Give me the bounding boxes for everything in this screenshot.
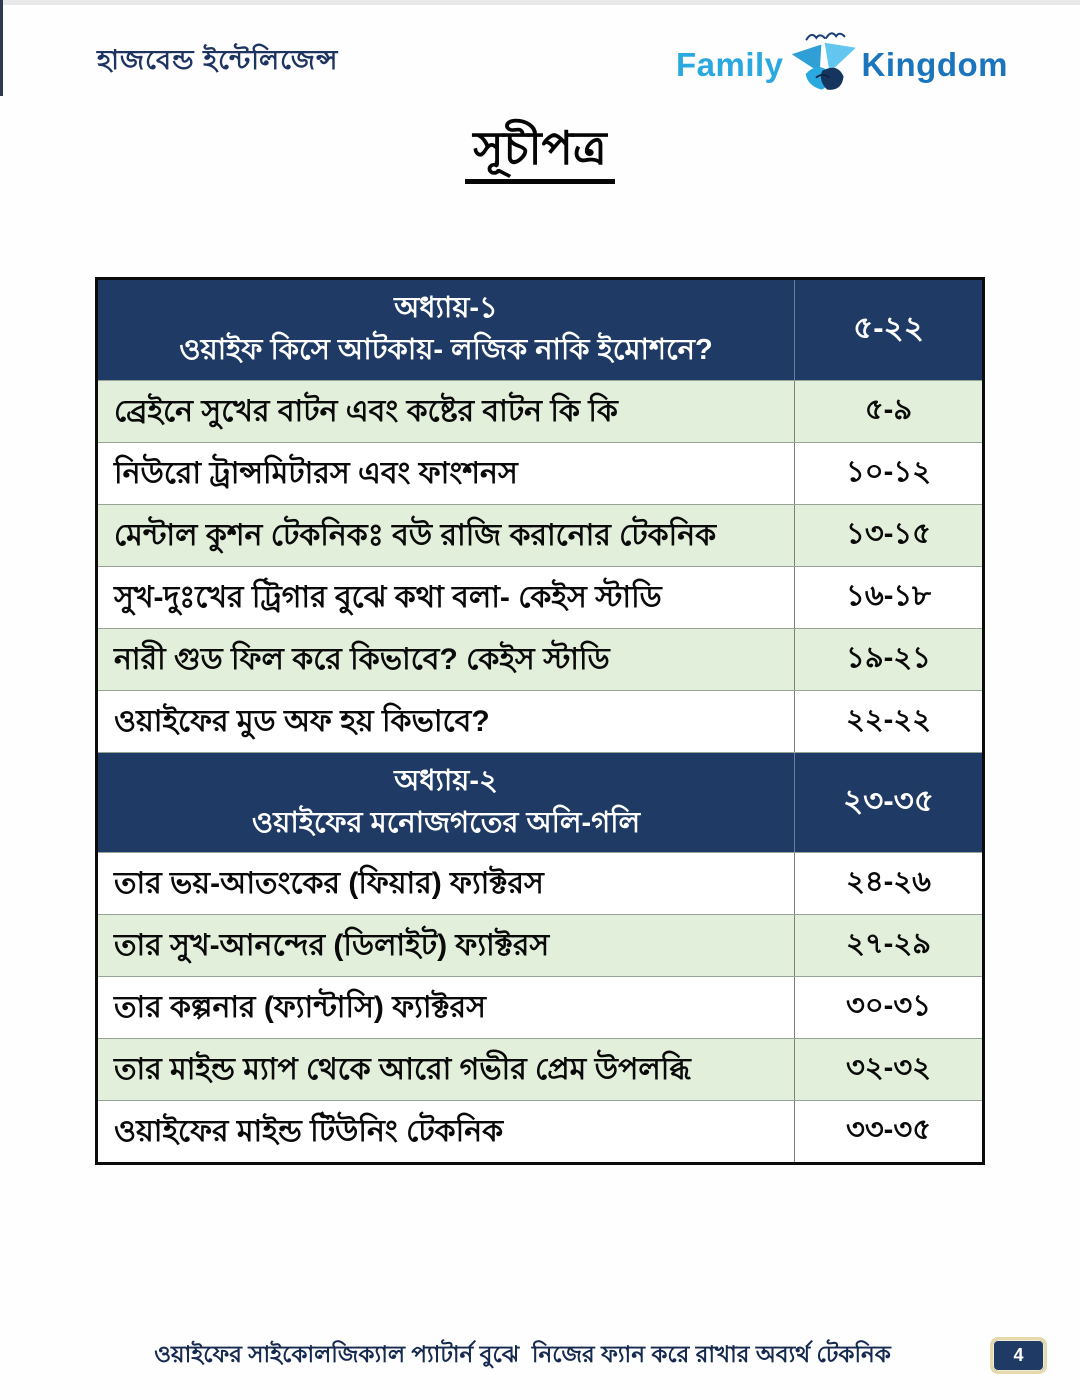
toc-entry-title: ব্রেইনে সুখের বাটন এবং কষ্টের বাটন কি কি — [114, 394, 618, 428]
toc-item-row — [98, 914, 982, 976]
toc-item-row — [98, 1100, 982, 1162]
toc-item-row — [98, 690, 982, 752]
toc-entry-pages: ২৩-৩৫ — [794, 753, 982, 852]
chapter-number-line: অধ্যায়-২ — [394, 764, 498, 797]
toc-entry-title: নারী গুড ফিল করে কিভাবে? কেইস স্টাডি — [114, 642, 610, 676]
toc-entry-pages: ৩০-৩১ — [794, 977, 982, 1038]
chapter-title-line: ওয়াইফের মনোজগতের অলি-গলি — [251, 806, 641, 839]
footer-tagline: ওয়াইফের সাইকোলজিক্যাল প্যাটার্ন বুঝে নিজের ফ্যান করে রাখার অব্যর্থ টেকনিক — [154, 1341, 891, 1367]
logo-word-family: Family — [675, 46, 784, 83]
logo-word-kingdom: Kingdom — [861, 46, 1008, 83]
page-title: সূচীপত্র — [465, 122, 614, 184]
toc-entry-pages: ২৭-২৯ — [794, 915, 982, 976]
scan-top-edge — [0, 0, 1080, 5]
page-number-badge: 4 — [990, 1337, 1047, 1374]
toc-chapter-row — [98, 752, 982, 852]
toc-chapter-title — [98, 753, 794, 852]
toc-entry-pages: ৩৩-৩৫ — [794, 1101, 982, 1162]
toc-entry-pages: ২৪-২৬ — [794, 853, 982, 914]
toc-entry-title: সুখ-দুঃখের ট্রিগার বুঝে কথা বলা- কেইস স্টাডি — [114, 580, 662, 614]
handshake-dove-icon — [784, 28, 862, 102]
toc-item-row — [98, 628, 982, 690]
toc-chapter-title — [98, 280, 794, 380]
toc-item-row — [98, 1038, 982, 1100]
toc-item-row — [98, 852, 982, 914]
toc-entry-title: ওয়াইফের মাইন্ড টিউনিং টেকনিক — [114, 1114, 504, 1148]
toc-item-row — [98, 504, 982, 566]
scan-corner-mark — [0, 0, 3, 96]
toc-entry-title: তার ভয়-আতংকের (ফিয়ার) ফ্যাক্টরস — [114, 866, 544, 900]
toc-entry-title: মেন্টাল কুশন টেকনিকঃ বউ রাজি করানোর টেকনিক — [114, 518, 717, 552]
toc-item-row — [98, 976, 982, 1038]
toc-entry-pages: ৫-৯ — [794, 381, 982, 442]
toc-entry-title: তার কল্পনার (ফ্যান্টাসি) ফ্যাক্টরস — [114, 990, 486, 1024]
chapter-number-line: অধ্যায়-১ — [394, 292, 498, 325]
toc-entry-title: ওয়াইফের মুড অফ হয় কিভাবে? — [114, 704, 490, 738]
toc-entry-pages: ১৯-২১ — [794, 629, 982, 690]
book-title-header: হাজবেন্ড ইন্টেলিজেন্স — [97, 45, 339, 75]
toc-entry-title: নিউরো ট্রান্সমিটারস এবং ফাংশনস — [114, 456, 518, 490]
toc-entry-pages: ১৬-১৮ — [794, 567, 982, 628]
family-kingdom-logo — [676, 28, 1008, 102]
toc-entry-pages: ১৩-১৫ — [794, 505, 982, 566]
toc-entry-title: তার সুখ-আনন্দের (ডিলাইট) ফ্যাক্টরস — [114, 928, 550, 962]
table-of-contents — [95, 277, 985, 1165]
toc-entry-pages: ৫-২২ — [794, 280, 982, 380]
toc-item-row — [98, 566, 982, 628]
toc-entry-title: তার মাইন্ড ম্যাপ থেকে আরো গভীর প্রেম উপলব্ধি — [114, 1052, 691, 1086]
toc-entry-pages: ১০-১২ — [794, 443, 982, 504]
toc-chapter-row — [98, 280, 982, 380]
toc-entry-pages: ৩২-৩২ — [794, 1039, 982, 1100]
chapter-title-line: ওয়াইফ কিসে আটকায়- লজিক নাকি ইমোশনে? — [179, 334, 713, 366]
toc-entry-pages: ২২-২২ — [794, 691, 982, 752]
page-title-wrap — [0, 122, 1080, 184]
toc-item-row — [98, 442, 982, 504]
toc-item-row — [98, 380, 982, 442]
